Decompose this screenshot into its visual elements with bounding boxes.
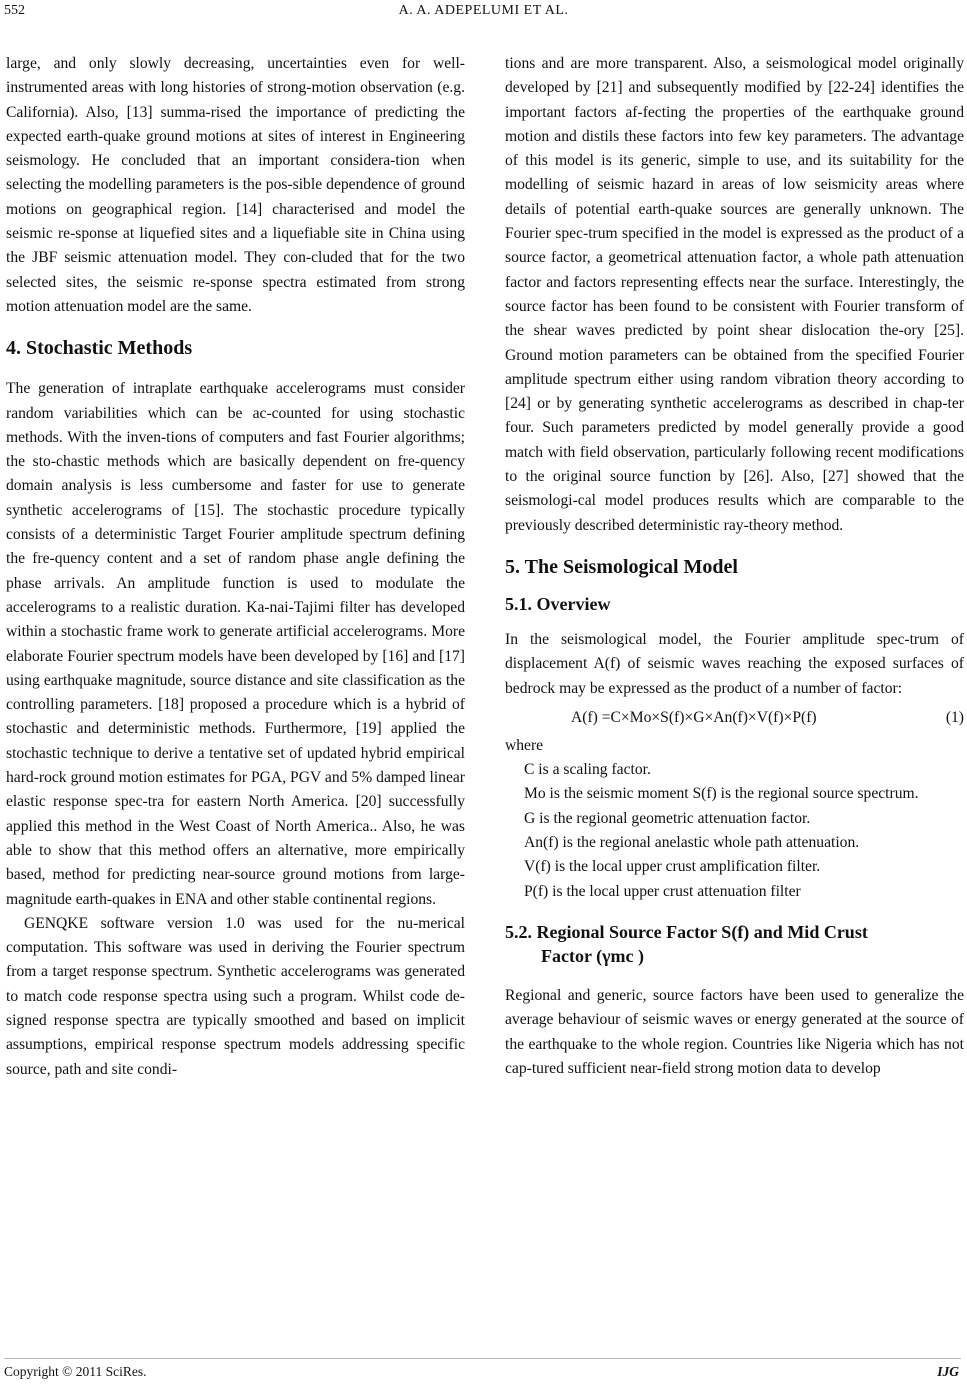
- journal-abbrev: IJG: [937, 1364, 959, 1379]
- definition-v: V(f) is the local upper crust amplification filter.: [524, 858, 821, 876]
- paragraph: In the seismological model, the Fourier amplitude spec-trum of displacement A(f) of seismic waves reaching the exposed surfaces of bedrock may be expressed as the product of a number of factor:: [505, 630, 964, 697]
- section-heading-4: 4. Stochastic Methods: [6, 337, 193, 360]
- paragraph: Regional and generic, source factors have been used to generalize the average behaviour of seismic waves or energy generated at the source of the earthquake to the whole region. Countries like Nigeria which has not cap-tured sufficient near-field strong motion data to develop: [505, 986, 964, 1077]
- definition-mo: Mo is the seismic moment S(f) is the regional source spectrum.: [524, 785, 919, 803]
- copyright: Copyright © 2011 SciRes.: [4, 1364, 147, 1379]
- equation-number: (1): [945, 708, 964, 726]
- right-column: [505, 52, 964, 1081]
- definition-p: P(f) is the local upper crust attenuation filter: [524, 882, 801, 900]
- definition-c: C is a scaling factor.: [524, 761, 651, 779]
- definition-g: G is the regional geometric attenuation factor.: [524, 809, 811, 827]
- paragraph: tions and are more transparent. Also, a seismological model originally developed by [21] and subsequently modified by [22-24] identifies the important factors af-fecting the properties of the earthquake ground motion and distils these factors into few key parameters. The advantage of this model is its generic, simple to use, and its suitability for the modelling of seismic hazard in areas of low seismicity areas where details of potential earth-quake sources are generally unknown. The Fourier spec-trum specified in the model is expressed as the product of a source factor, a geometrical attenuation factor, a whole path attenuation factor and factors representing effects near the surface. Interestingly, the source factor has been found to be consistent with Fourier transform of the shear waves predicted by point shear dislocation the-ory [25]. Ground motion parameters can be obtained from the specified Fourier amplitude spectrum either using random vibration theory according to [24] or by generating synthetic accelerograms as described in chap-ter four. Such parameters predicted by model generally provide a good match with field observation, particularly following recent modifications to the original source function by [26]. Also, [27] showed that the seismologi-cal model produces results which are comparable to the previously described deterministic ray-theory method.: [505, 55, 964, 534]
- subsection-heading-5-1: 5.1. Overview: [505, 593, 611, 614]
- paragraph: large, and only slowly decreasing, uncertainties even for well-instrumented areas with long histories of strong-motion observation (e.g. California). Also, [13] summa-rised the importance of predicting the expected earth-quake ground motions at sites of interest in Engineering seismology. He concluded that an important considera-tion when selecting the modelling parameters is the pos-sible dependence of ground motions on geographical region. [14] characterised and model the seismic re-sponse at liquefied sites and a liquefiable site in China using the JBF seismic attenuation model. They con-cluded that for the two selected sites, the seismic re-sponse spectra estimated from strong motion attenuation model are the same.: [6, 55, 465, 315]
- section-heading-5: 5. The Seismological Model: [505, 555, 738, 578]
- page-number: 552: [4, 3, 25, 18]
- subsection-heading-5-2: 5.2. Regional Source Factor S(f) and Mid Crust: [505, 921, 868, 942]
- paragraph: The generation of intraplate earthquake accelerograms must consider random variabilities which can be ac-counted for using stochastic methods. With the inven-tions of computers and fast Fourier algorithms; the sto-chastic methods which are basically dependent on fre-quency domain analysis is less cumbersome and faster for use to generate synthetic accelerograms of [15]. The stochastic procedure typically consists of a deterministic Target Fourier amplitude spectrum defining the fre-quency content and a set of random phase angle defining the phase arrivals. An amplitude function is used to modulate the accelerograms to a realistic duration. Ka-nai-Tajimi filter has developed within a stochastic frame work to generate artificial accelerograms. More elaborate Fourier spectrum models have been developed by [16] and [17] using earthquake magnitude, source distance and site classification as the controlling parameters. [18] proposed a procedure which is a hybrid of stochastic and deterministic methods. Furthermore, [19] applied the stochastic technique to derive a tentative set of updated hybrid empirical hard-rock ground motion estimates for PGA, PGV and 5% damped linear elastic response spec-tra for eastern North America. [20] successfully applied this method in the West Coast of North America.. Also, he was able to show that this method offers an alternative, more empirically based, method for predicting near-source ground motions from large-magnitude earth-quakes in ENA and other stable continental regions.: [6, 380, 465, 908]
- left-column: [6, 52, 465, 1082]
- equation-body: A(f) =C×Mo×S(f)×G×An(f)×V(f)×P(f): [571, 708, 817, 726]
- definition-an: An(f) is the regional anelastic whole path attenuation.: [524, 834, 860, 852]
- footer-rule: [4, 1358, 961, 1359]
- where-label: where: [505, 736, 544, 754]
- paragraph: GENQKE software version 1.0 was used for the nu-merical computation. This software was used in deriving the Fourier spectrum from a target response spectrum. Synthetic accelerograms was generated to match code response spectra using such a program. Whilst code de-signed response spectra are typically smoothed and based on implicit assumptions, empirical response spectrum models addressing specific source, path and site condi-: [6, 914, 465, 1078]
- equation-1: [505, 706, 964, 730]
- subsection-heading-5-2-cont: Factor (γmc ): [541, 945, 645, 966]
- running-head: A. A. ADEPELUMI ET AL.: [398, 3, 569, 18]
